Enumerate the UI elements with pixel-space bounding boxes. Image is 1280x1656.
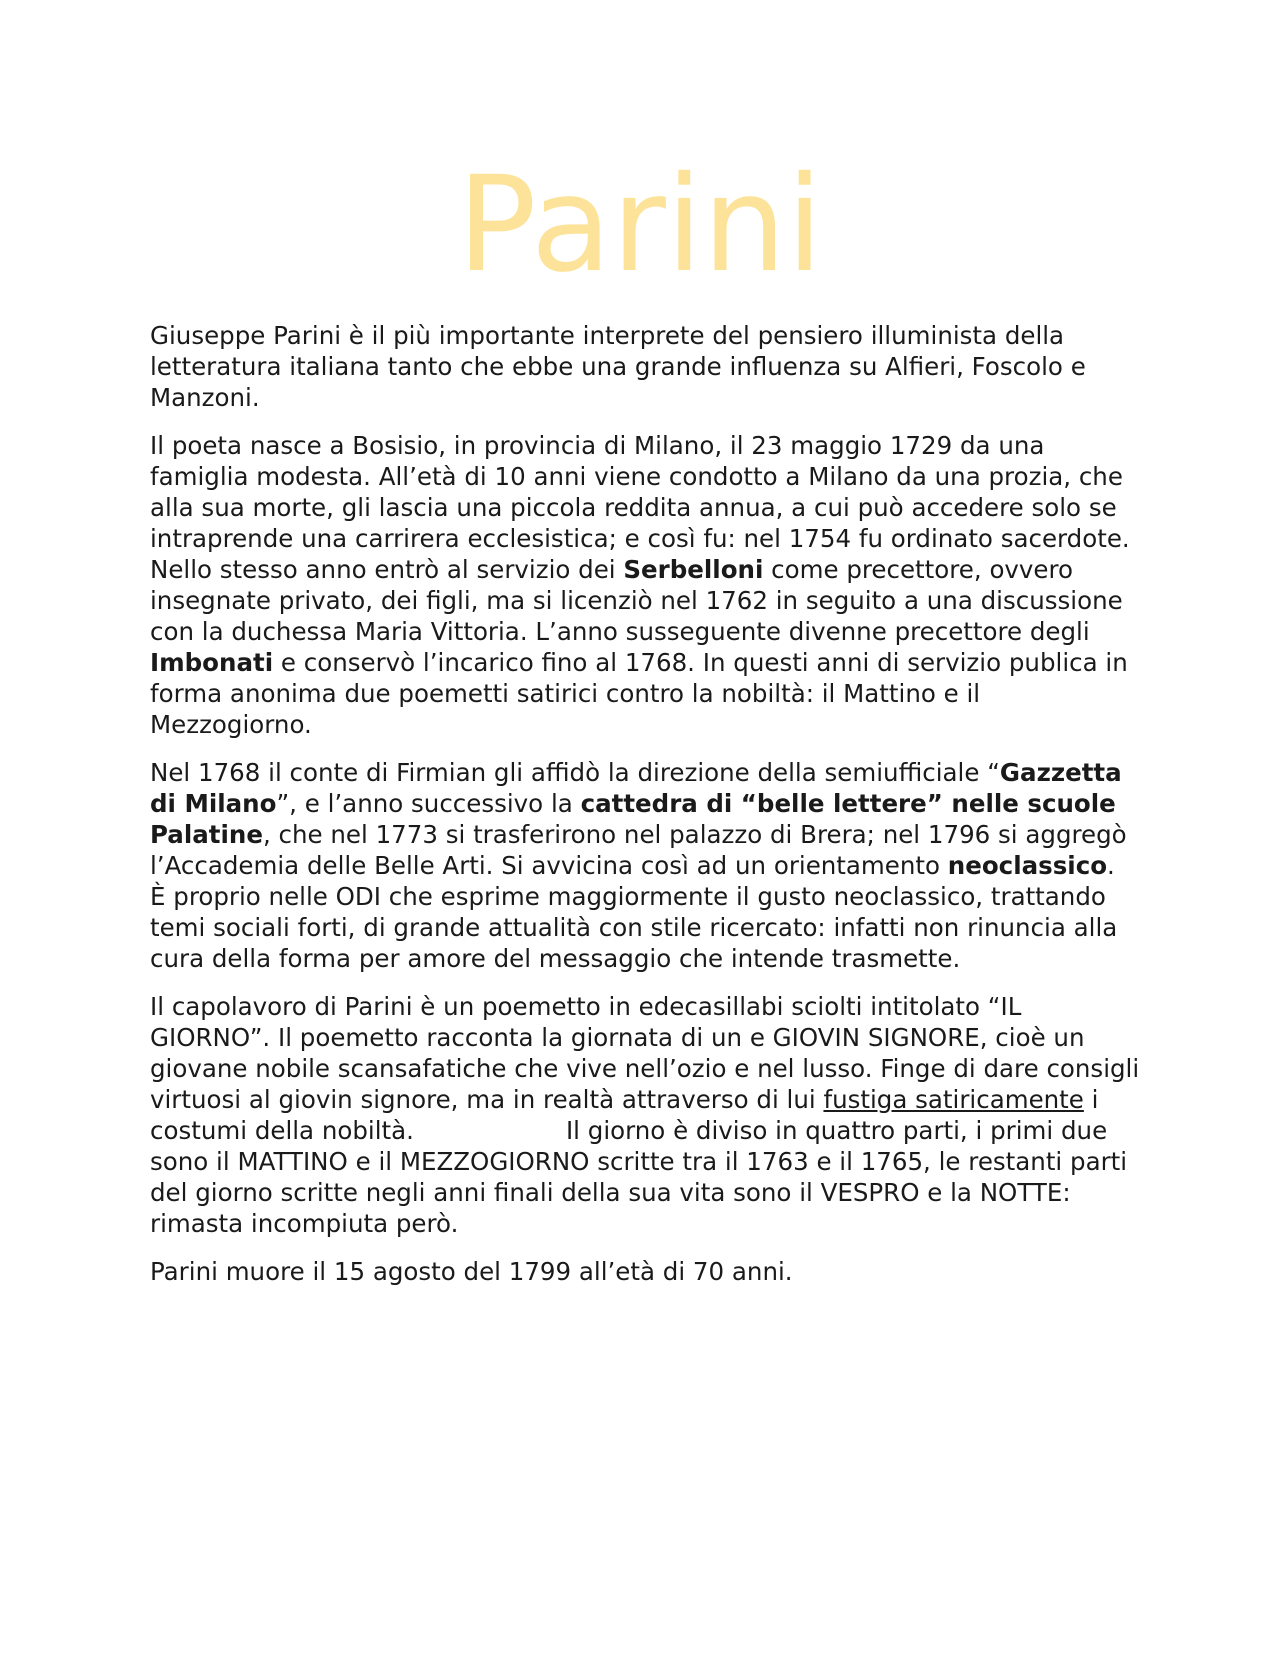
paragraph-death: Parini muore il 15 agosto del 1799 all’età di 70 anni.: [150, 1257, 793, 1286]
paragraph-biography: [150, 430, 1140, 740]
paragraph-career: [150, 757, 1140, 881]
document-body: [150, 320, 1140, 1304]
underlined-fustiga: fustiga satiricamente: [823, 1085, 1084, 1114]
text-run: i costumi della nobiltà.: [150, 1085, 1099, 1145]
text-run: ”, e l’anno successivo la: [276, 789, 581, 818]
text-run: Nel 1768 il conte di Firmian gli affidò la direzione della semiufficiale “: [150, 758, 1000, 787]
text-run: .: [1107, 851, 1115, 880]
document-title: Parini: [457, 148, 823, 302]
paragraph-odi: È proprio nelle ODI che esprime maggiormente il gusto neoclassico, trattando temi sociali forti, di grande attualità con stile ricercato: infatti non rinuncia alla cura della forma per amore del messaggio che intende trasmette.: [150, 882, 1118, 973]
text-run: e conservò l’incarico fino al 1768. In questi anni di servizio publica in forma anonima due poemetti satirici contro la nobiltà: il Mattino e il Mezzogiorno.: [150, 648, 1128, 739]
text-run: Il poeta nasce a Bosisio, in provincia di Milano, il 23 maggio 1729 da una famiglia modesta. All’età di 10 anni viene condotto a Milano da una prozia, che alla sua morte, gli lascia una piccola reddita annua, a cui può accedere solo se intraprende una carrirera ecclesistica; e così fu: nel 1754 fu ordinato sacerdote. Nello stesso anno entrò al servizio dei: [150, 431, 1130, 584]
bold-gazzetta: Gazzetta di Milano: [150, 758, 1122, 818]
paragraph-giorno: [150, 991, 1140, 1239]
bold-serbelloni: Serbelloni: [623, 555, 764, 584]
text-run: Il capolavoro di Parini è un poemetto in edecasillabi sciolti intitolato “IL GIORNO”. Il poemetto racconta la giornata di un e GIOVIN SIGNORE, cioè un giovane nobile scansafatiche che vive nell’ozio e nel lusso. Finge di dare consigli virtuosi al giovin signore, ma in realtà attraverso di lui: [150, 992, 1140, 1114]
paragraph-intro: Giuseppe Parini è il più importante interprete del pensiero illuminista della letteratura italiana tanto che ebbe una grande influenza su Alfieri, Foscolo e Manzoni.: [150, 321, 1086, 412]
bold-imbonati: Imbonati: [150, 648, 274, 677]
text-run: Il giorno è diviso in quattro parti, i primi due sono il MATTINO e il MEZZOGIORNO scritte tra il 1763 e il 1765, le restanti parti del giorno scritte negli anni finali della sua vita sono il VESPRO e la NOTTE: rimasta incompiuta però.: [150, 1116, 1128, 1238]
text-run: come precettore, ovvero insegnate privato, dei figli, ma si licenziò nel 1762 in seguito a una discussione con la duchessa Maria Vittoria. L’anno susseguente divenne precettore degli: [150, 555, 1123, 646]
bold-cattedra: cattedra di “belle lettere” nelle scuole Palatine: [150, 789, 1116, 849]
bold-neoclassico: neoclassico: [947, 851, 1108, 880]
text-run: , che nel 1773 si trasferirono nel palazzo di Brera; nel 1796 si aggregò l’Accademia delle Belle Arti. Si avvicina così ad un orientamento: [150, 820, 1127, 880]
